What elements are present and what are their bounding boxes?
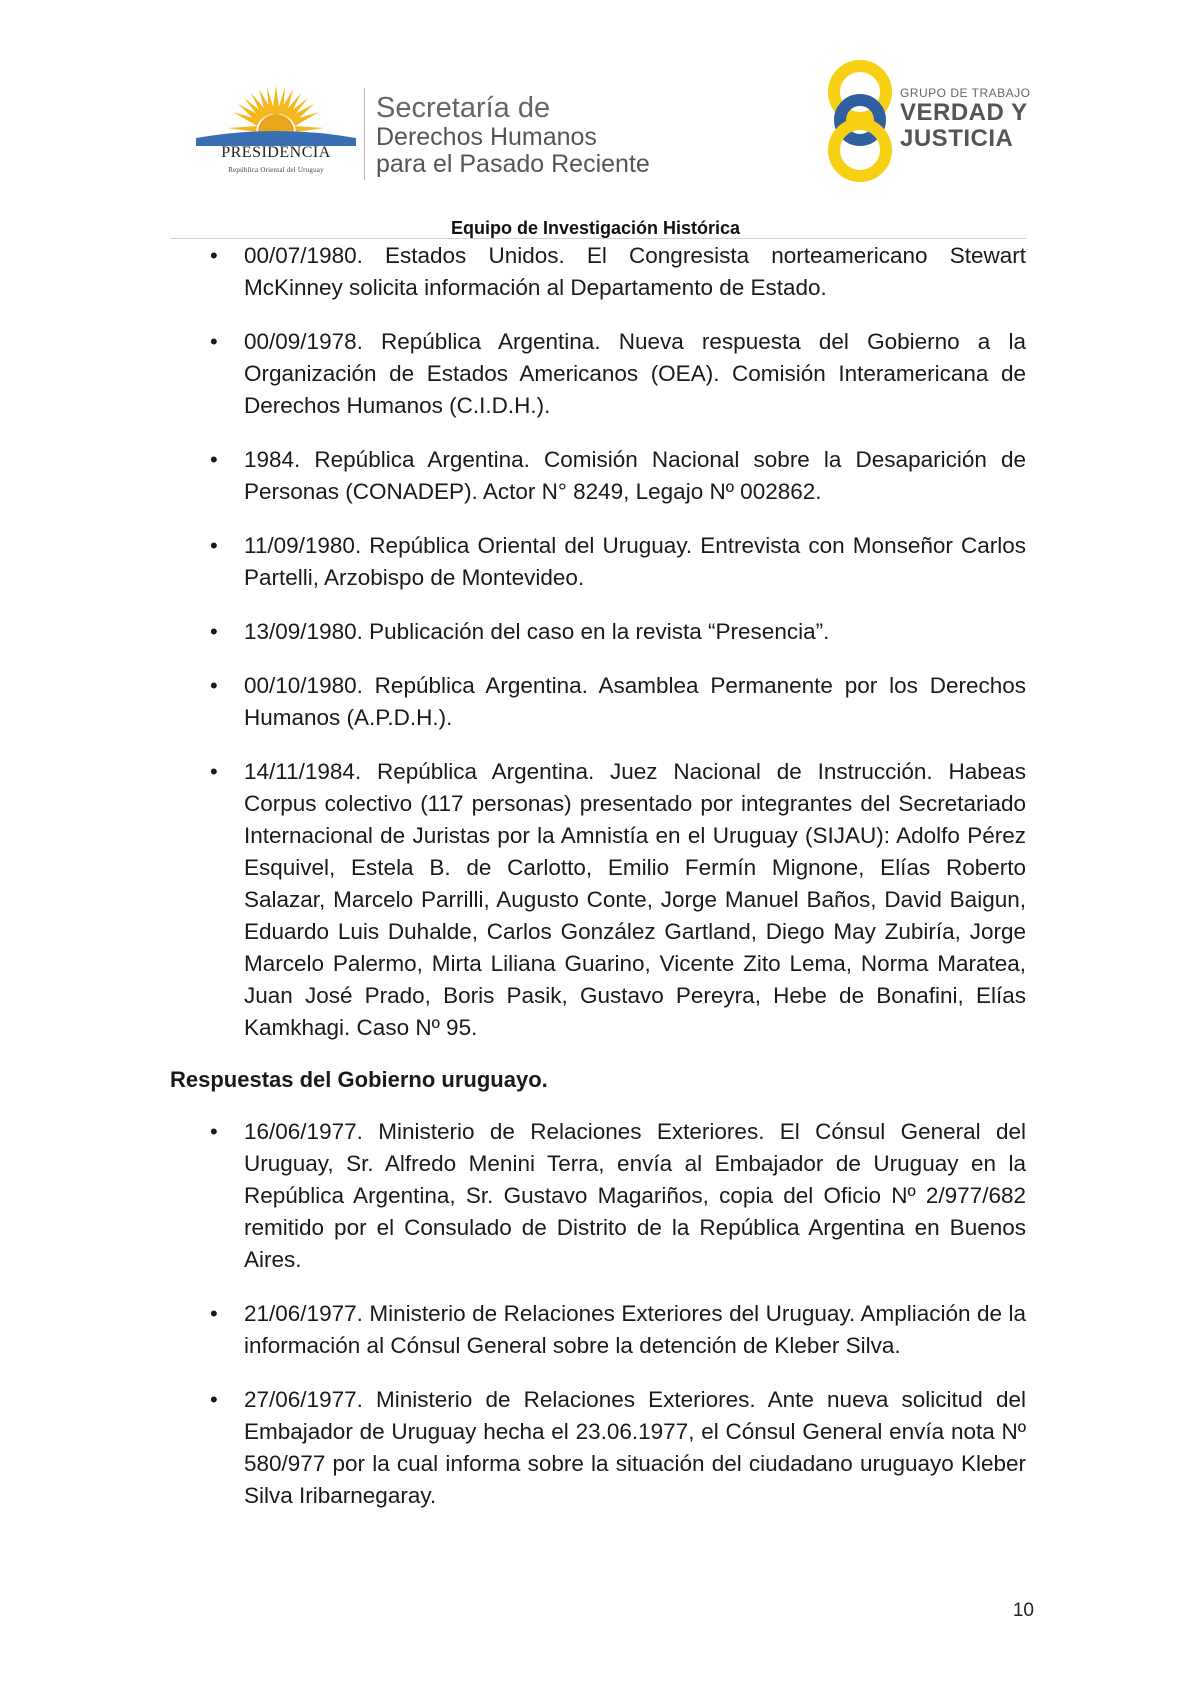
header-rule (170, 238, 1026, 239)
presidencia-label: PRESIDENCIA (221, 144, 331, 161)
rings-logo-icon (822, 58, 902, 183)
list-item: • 13/09/1980. Publicación del caso en la revista “Presencia”. (170, 616, 1026, 648)
responses-list (170, 1116, 1026, 1512)
bullet-icon: • (210, 673, 218, 698)
justicia-label: JUSTICIA (900, 125, 1014, 152)
grupo-label: GRUPO DE TRABAJO (900, 86, 1031, 100)
presidencia-subtitle: República Oriental del Uruguay (228, 166, 324, 174)
spacer (170, 304, 1026, 326)
secretaria-title (376, 92, 716, 178)
document-body (170, 240, 1026, 1512)
section-spacer (170, 1096, 1026, 1116)
spacer (170, 648, 1026, 670)
bullet-icon: • (210, 1301, 218, 1326)
bullet-icon: • (210, 619, 218, 644)
spacer (170, 1362, 1026, 1384)
bullet-icon: • (210, 447, 218, 472)
header-divider (364, 88, 365, 180)
spacer (170, 1276, 1026, 1298)
spacer (170, 734, 1026, 756)
verdad-justicia-logo (822, 58, 1042, 183)
secretaria-line-1: Secretaría de (376, 92, 551, 124)
bullet-icon: • (210, 1387, 218, 1412)
spacer (170, 594, 1026, 616)
spacer (170, 422, 1026, 444)
list-item: • 14/11/1984. República Argentina. Juez Nacional de Instrucción. Habeas Corpus colectivo (117 personas) presentado por integrantes del Secretariado Internacional de Juristas por la Amnistía en el Uruguay (SIJAU): Adolfo Pérez Esquivel, Estela B. de Carlotto, Emilio Fermín Mignone, Elías Roberto Salazar, Marcelo Parrilli, Augusto Conte, Jorge Manuel Baños, David Baigun, Eduardo Luis Duhalde, Carlos González Gartland, Diego May Zubiría, Jorge Marcelo Palermo, Mirta Liliana Guarino, Vicente Zito Lema, Norma Maratea, Juan José Prado, Boris Pasik, Gustavo Pereyra, Hebe de Bonafini, Elías Kamkhagi. Caso Nº 95. (170, 756, 1026, 1044)
list-item: • 00/07/1980. Estados Unidos. El Congresista norteamericano Stewart McKinney solicita información al Departamento de Estado. (170, 240, 1026, 304)
verdad-justicia-text (900, 86, 1050, 152)
section-spacer (170, 1044, 1026, 1064)
bullet-icon: • (210, 243, 218, 268)
list-item: • 1984. República Argentina. Comisión Nacional sobre la Desaparición de Personas (CONADEP). Actor N° 8249, Legajo Nº 002862. (170, 444, 1026, 508)
secretaria-line-3: para el Pasado Reciente (376, 150, 650, 178)
spacer (170, 508, 1026, 530)
bullet-icon: • (210, 329, 218, 354)
events-list (170, 240, 1026, 1044)
list-item: • 11/09/1980. República Oriental del Uruguay. Entrevista con Monseñor Carlos Partelli, Arzobispo de Montevideo. (170, 530, 1026, 594)
secretaria-line-2: Derechos Humanos (376, 123, 597, 151)
list-item: • 16/06/1977. Ministerio de Relaciones Exteriores. El Cónsul General del Uruguay, Sr. Alfredo Menini Terra, envía al Embajador de Uruguay en la República Argentina, Sr. Gustavo Magariños, copia del Oficio Nº 2/977/682 remitido por el Consulado de Distrito de la República Argentina en Buenos Aires. (170, 1116, 1026, 1276)
list-item: • 00/10/1980. República Argentina. Asamblea Permanente por los Derechos Humanos (A.P.D.H.). (170, 670, 1026, 734)
list-item: • 00/09/1978. República Argentina. Nueva respuesta del Gobierno a la Organización de Estados Americanos (OEA). Comisión Interamericana de Derechos Humanos (C.I.D.H.). (170, 326, 1026, 422)
section-heading: Respuestas del Gobierno uruguayo. (170, 1067, 548, 1092)
sun-emblem-icon (196, 82, 356, 146)
list-item: • 21/06/1977. Ministerio de Relaciones Exteriores del Uruguay. Ampliación de la información al Cónsul General sobre la detención de Kleber Silva. (170, 1298, 1026, 1362)
page-number: 10 (1012, 1600, 1034, 1621)
presidencia-logo (196, 82, 356, 182)
list-item: • 27/06/1977. Ministerio de Relaciones Exteriores. Ante nueva solicitud del Embajador de Uruguay hecha el 23.06.1977, el Cónsul General envía nota Nº 580/977 por la cual informa sobre la situación del ciudadano uruguayo Kleber Silva Iribarnegaray. (170, 1384, 1026, 1512)
bullet-icon: • (210, 1119, 218, 1144)
bullet-icon: • (210, 533, 218, 558)
team-title: Equipo de Investigación Histórica (450, 218, 741, 238)
bullet-icon: • (210, 759, 218, 784)
verdad-label: VERDAD Y (900, 99, 1028, 126)
